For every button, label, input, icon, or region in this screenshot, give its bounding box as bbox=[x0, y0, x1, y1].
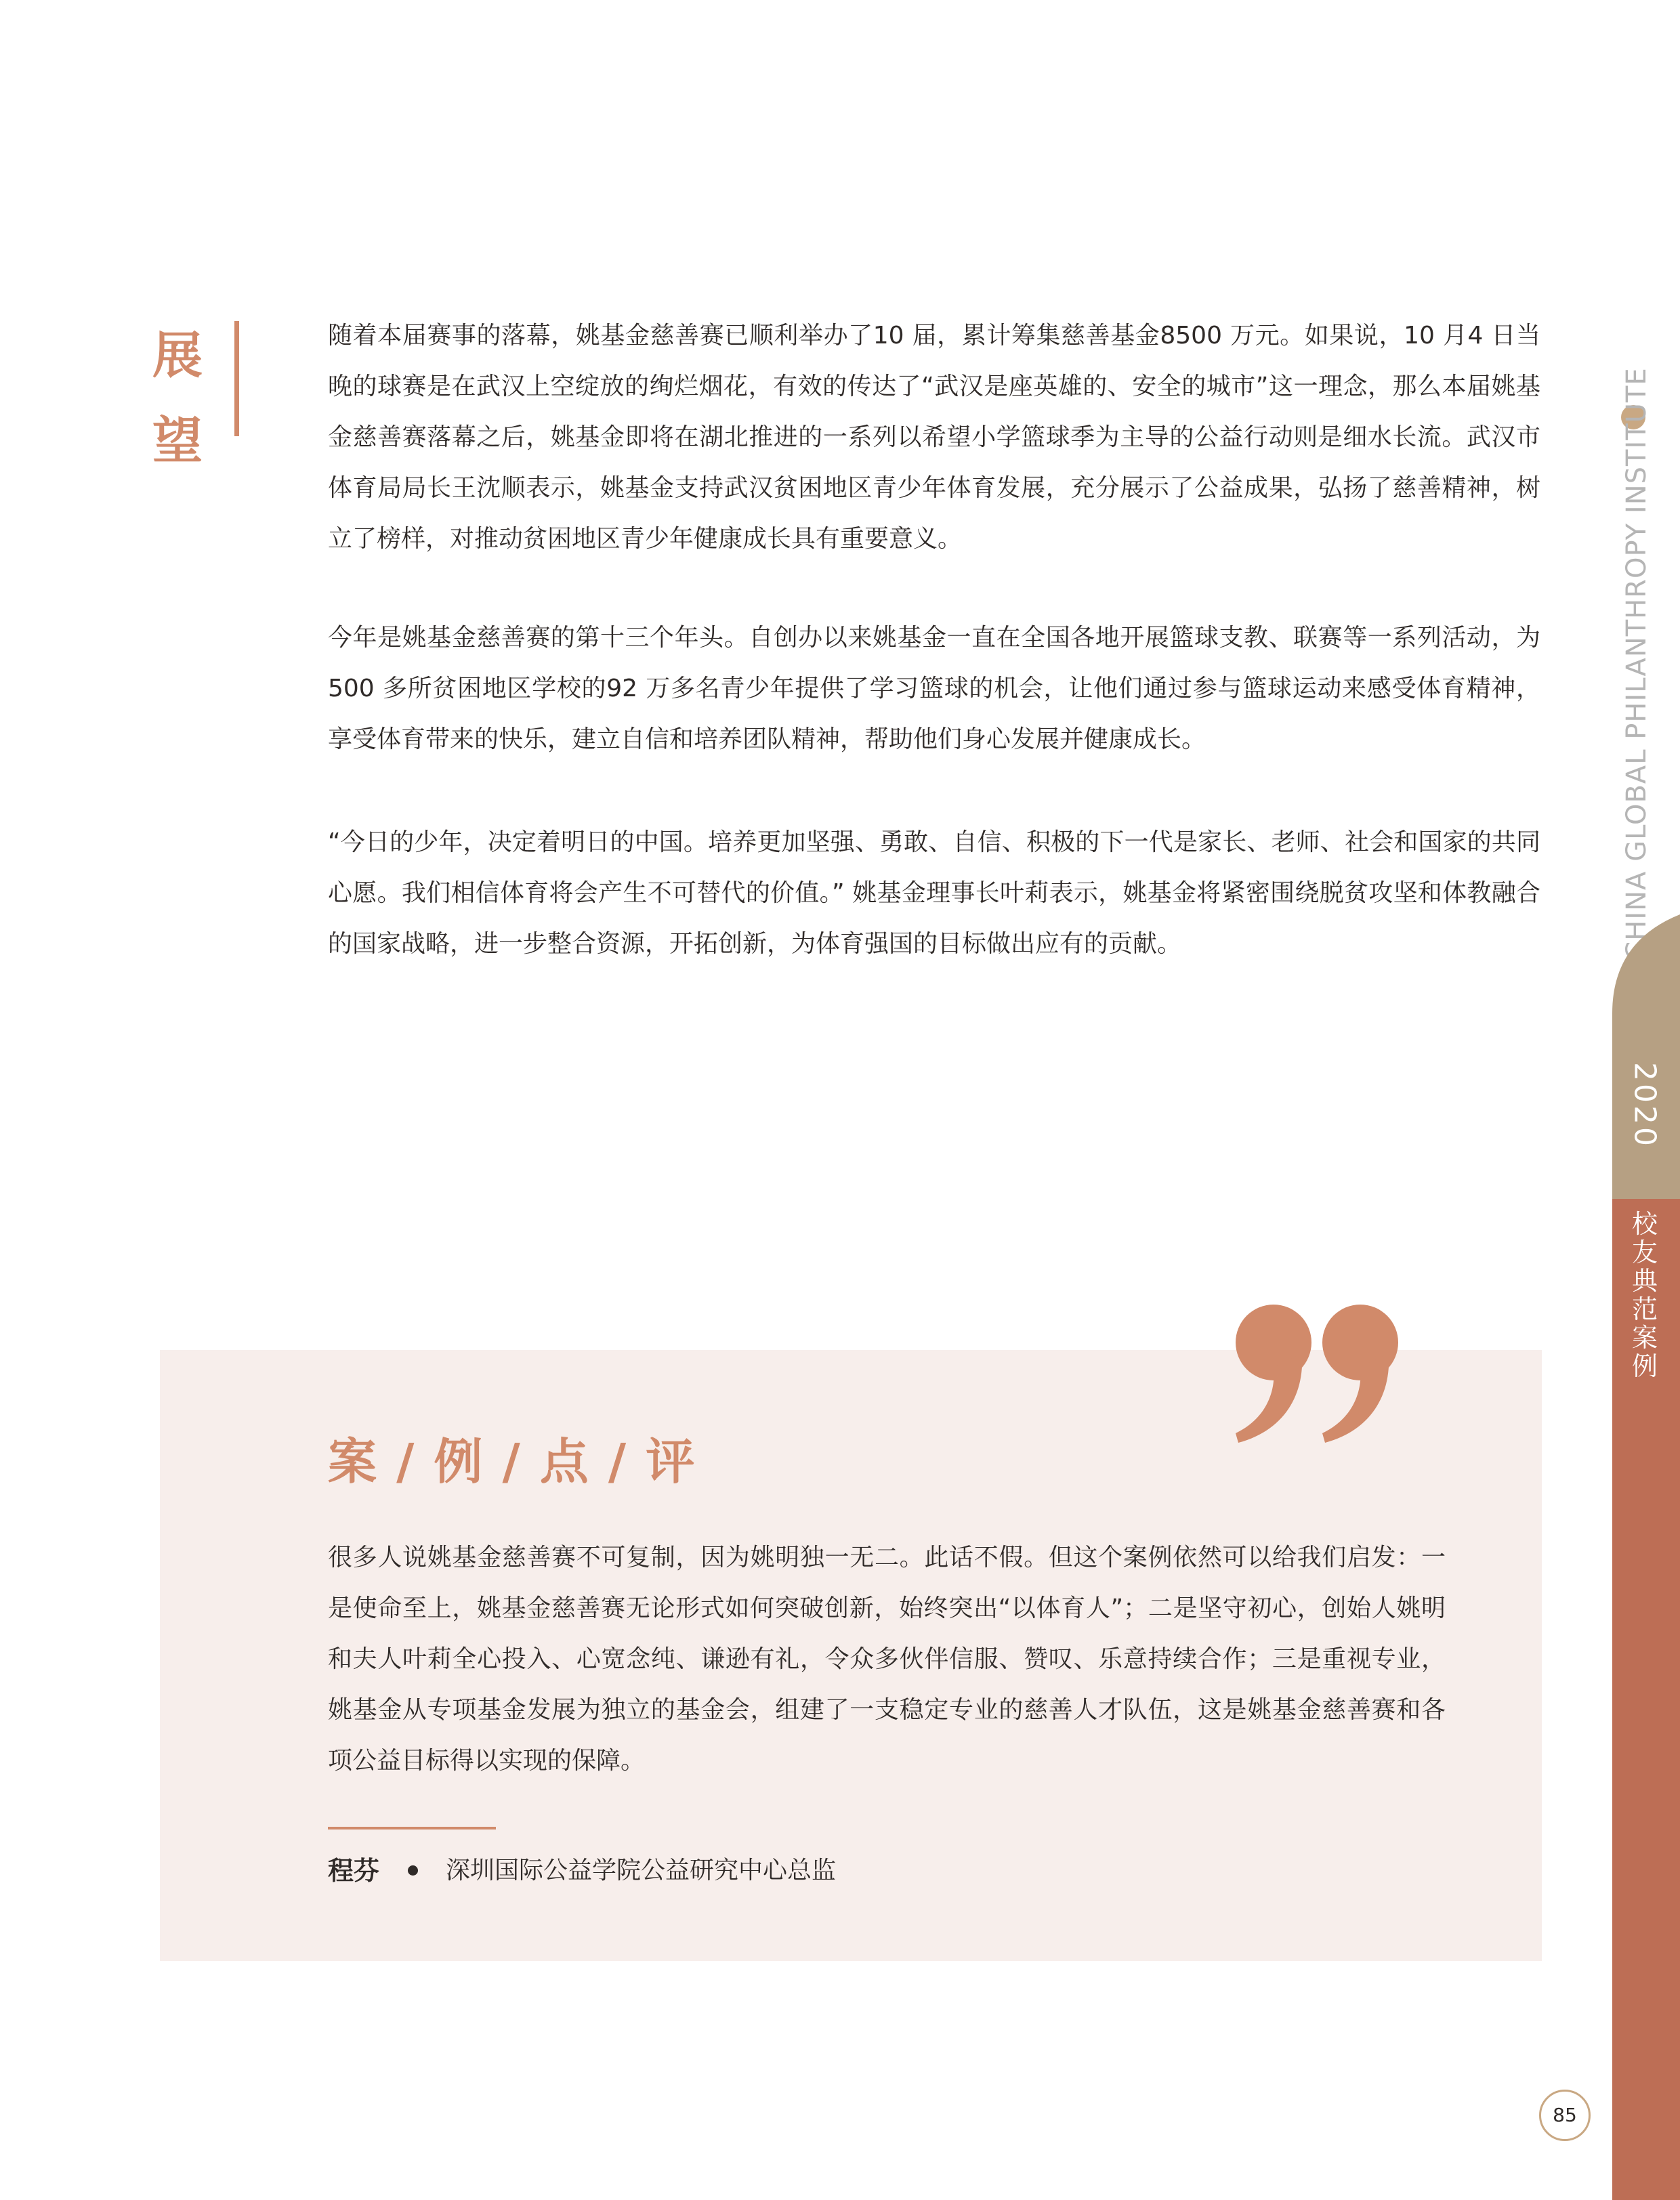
sidebar-institute-text: CHINA GLOBAL PHILANTHROPY INSTITUTE bbox=[1621, 367, 1652, 960]
paragraph-text: 今年是姚基金慈善赛的第十三个年头。自创办以来姚基金一直在全国各地开展篮球支教、联赛等一系列活动，为500 多所贫困地区学校的92 万多名青少年提供了学习篮球的机会，让他们通过参与篮球运动来感受体育精神，享受体育带来的快乐，建立自信和培养团队精神，帮助他们身心发展并健康成长。 bbox=[328, 624, 1540, 753]
sidebar-chapter-char: 例 bbox=[1631, 1351, 1658, 1381]
section-title-bar bbox=[234, 321, 239, 436]
section-title-char: 望 bbox=[152, 412, 203, 470]
paragraph-text: “今日的少年，决定着明日的中国。培养更加坚强、勇敢、自信、积极的下一代是家长、老师、社会和国家的共同心愿。我们相信体育将会产生不可替代的价值。” 姚基金理事长叶莉表示，姚基金将紧密围绕脱贫攻坚和体教融合的国家战略，进一步整合资源，开拓创新，为体育强国的目标做出应有的贡献。 bbox=[328, 828, 1540, 958]
sidebar-chapter-char: 范 bbox=[1631, 1294, 1658, 1324]
paragraph-3 bbox=[328, 817, 1540, 969]
section-title-char: 展 bbox=[152, 326, 203, 385]
sidebar-chapter-char: 案 bbox=[1631, 1323, 1658, 1353]
sidebar-chapter-char: 友 bbox=[1631, 1238, 1658, 1267]
sidebar-chapter bbox=[1624, 1210, 1665, 1380]
author-name: 程芬 bbox=[328, 1856, 380, 1886]
sidebar-band-upper bbox=[1612, 914, 1680, 1199]
paragraph-1 bbox=[328, 310, 1540, 564]
review-divider bbox=[328, 1827, 496, 1829]
paragraph-2 bbox=[328, 612, 1540, 765]
page-number: 85 bbox=[1539, 2090, 1591, 2141]
sidebar-year-text: 2020 bbox=[1627, 1062, 1662, 1149]
quote-mark-icon bbox=[1232, 1299, 1408, 1448]
section-title bbox=[150, 313, 205, 484]
author-separator-dot bbox=[408, 1865, 418, 1876]
author-title: 深圳国际公益学院公益研究中心总监 bbox=[446, 1857, 837, 1884]
sidebar-chapter-char: 典 bbox=[1631, 1266, 1658, 1296]
review-text: 很多人说姚基金慈善赛不可复制，因为姚明独一无二。此话不假。但这个案例依然可以给我们启发：一是使命至上，姚基金慈善赛无论形式如何突破创新，始终突出“以体育人”；二是坚守初心，创始人姚明和夫人叶莉全心投入、心宽念纯、谦逊有礼，令众多伙伴信服、赞叹、乐意持续合作；三是重视专业，姚基金从专项基金发展为独立的基金会，组建了一支稳定专业的慈善人才队伍，这是姚基金慈善赛和各项公益目标得以实现的保障。 bbox=[328, 1544, 1446, 1775]
sidebar-chapter-char: 校 bbox=[1631, 1209, 1658, 1239]
paragraph-text: 随着本届赛事的落幕，姚基金慈善赛已顺利举办了10 届，累计筹集慈善基金8500 万元。如果说，10 月4 日当晚的球赛是在武汉上空绽放的绚烂烟花，有效的传达了“武汉是座英雄的、安全的城市”这一理念，那么本届姚基金慈善赛落幕之后，姚基金即将在湖北推进的一系列以希望小学篮球季为主导的公益行动则是细水长流。武汉市体育局局长王沈顺表示，姚基金支持武汉贫困地区青少年体育发展，充分展示了公益成果，弘扬了慈善精神，树立了榜样，对推动贫困地区青少年健康成长具有重要意义。 bbox=[328, 322, 1540, 553]
review-title: 案 / 例 / 点 / 评 bbox=[328, 1433, 696, 1490]
